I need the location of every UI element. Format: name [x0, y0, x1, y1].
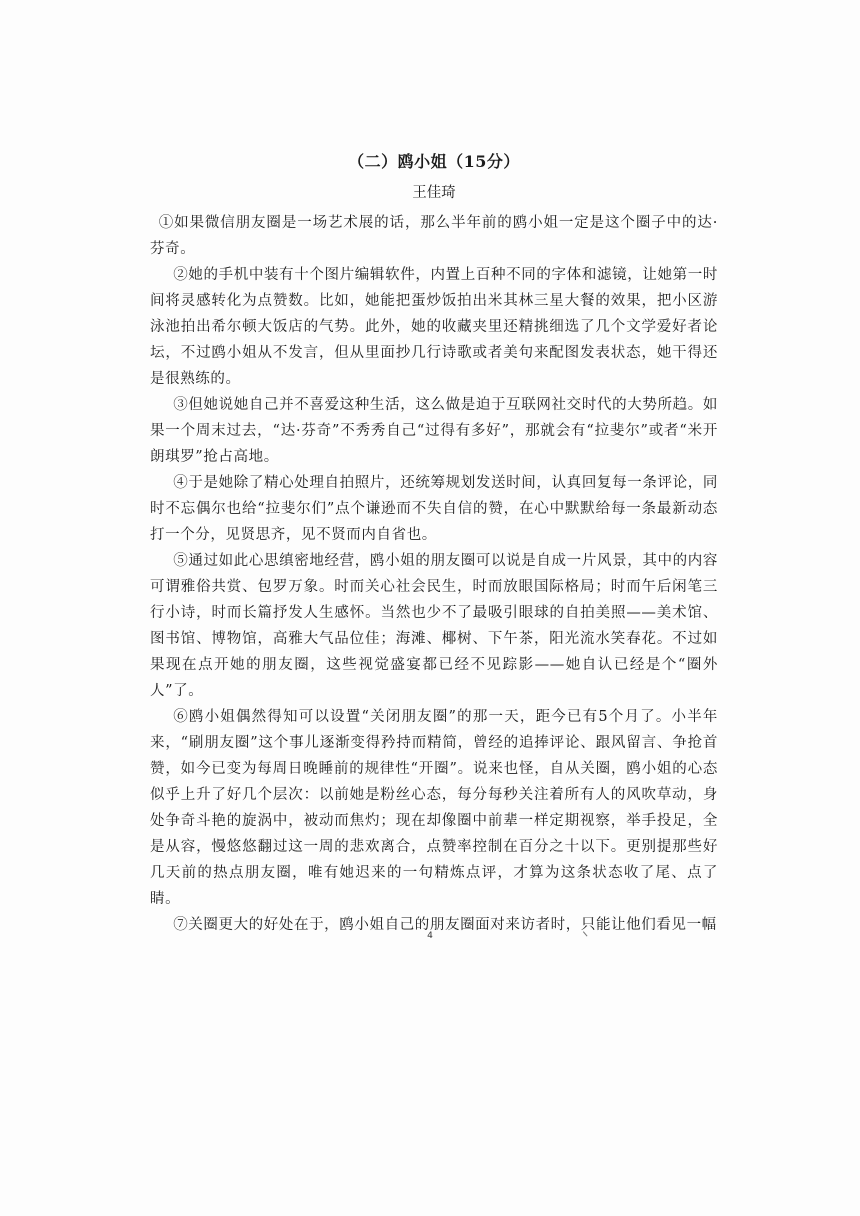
paragraph-1: ①如果微信朋友圈是一场艺术展的话，那么半年前的鸥小姐一定是这个圈子中的达·芬奇。 [150, 215, 718, 257]
paragraph-6: ⑥鸥小姐偶然得知可以设置“关闭朋友圈”的那一天，距今已有5个月了。小半年来，“刷朋友圈”这个事儿逐渐变得矜持而精简，曾经的追捧评论、跟风留言、争抢首赞，如今已变为每周日晚睡前的规律性“开圈”。说来也怪，自从关圈，鸥小姐的心态似乎上升了好几个层次：以前她是粉丝心态，每分每秒关注着所有人的风吹草动，身处争奇斗艳的旋涡中，被动而焦灼；现在却像圈中前辈一样定期视察，举手投足，全是从容，慢悠悠翻过这一周的悲欢离合，点赞率控制在百分之十以下。更别提那些好几天前的热点朋友圈，唯有她迟来的一句精炼点评，才算为这条状态收了尾、点了睛。 [150, 709, 718, 907]
paragraph-7: ⑦关圈更大的好处在于，鸥小姐自己的朋友圈面对来访者时，只能让他们看见一幅 [173, 917, 717, 933]
paragraph-3: ③但她说她自己并不喜爱这种生活，这么做是迫于互联网社交时代的大势所趋。如果一个周末过去，“达·芬奇”不秀秀自己“过得有多好”，那就会有“拉斐尔”或者“米开朗琪罗”抢占高地。 [150, 397, 718, 465]
article-title: （二）鸥小姐（15分） [348, 152, 520, 171]
paragraph-4: ④于是她除了精心处理自拍照片，还统筹规划发送时间，认真回复每一条评论，同时不忘偶尔也给“拉斐尔们”点个谦逊而不失自信的赞，在心中默默给每一条最新动态打一个分，见贤思齐，见不贤而内自省也。 [150, 475, 718, 543]
paragraph-5: ⑤通过如此心思缜密地经营，鸥小姐的朋友圈可以说是自成一片风景，其中的内容可谓雅俗共赏、包罗万象。时而关心社会民生，时而放眼国际格局；时而午后闲笔三行小诗，时而长篇抒发人生感怀。当然也少不了最吸引眼球的自拍美照——美术馆、图书馆、博物馆，高雅大气品位佳；海滩、椰树、下午茶，阳光流水笑春花。不过如果现在点开她的朋友圈，这些视觉盛宴都已经不见踪影——她自认已经是个“圈外人”了。 [150, 553, 718, 699]
page-number: 4 [427, 931, 433, 941]
article-author: 王佳琦 [412, 185, 456, 201]
article [150, 150, 718, 938]
paragraph-2: ②她的手机中装有十个图片编辑软件，内置上百种不同的字体和滤镜，让她第一时间将灵感转化为点赞数。比如，她能把蛋炒饭拍出米其林三星大餐的效果，把小区游泳池拍出希尔顿大饭店的气势。此外，她的收藏夹里还精挑细选了几个文学爱好者论坛，不过鸥小姐从不发言，但从里面抄几行诗歌或者美句来配图发表状态，她干得还是很熟练的。 [150, 267, 718, 387]
